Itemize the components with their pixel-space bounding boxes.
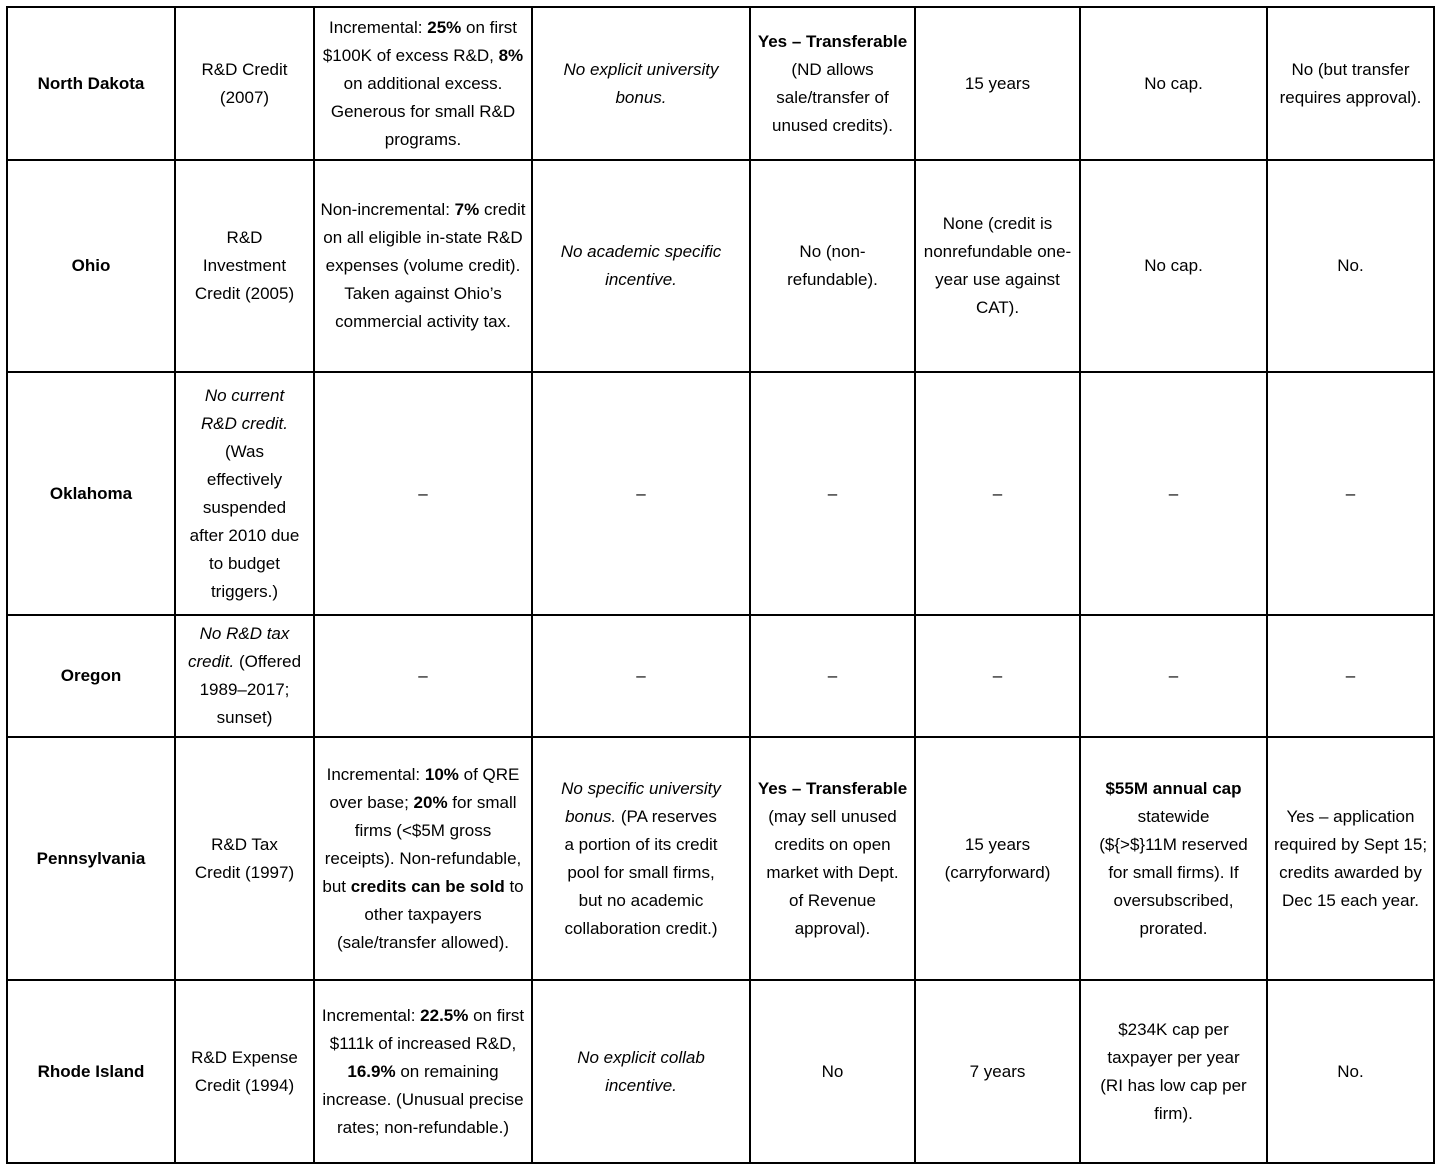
refundable-text-segment: Yes – Transferable: [757, 31, 908, 51]
cell-preapproval: [1267, 372, 1434, 615]
carryforward-text-segment: 15 years: [964, 73, 1031, 93]
program-text: R&D Credit (2007): [201, 59, 288, 107]
cell-cap: [1080, 7, 1267, 160]
carryforward-text-segment: None (credit is nonrefundable one-year use against CAT).: [923, 214, 1072, 317]
university-text-segment: No academic specific incentive.: [560, 242, 722, 289]
cell-program: [175, 372, 314, 615]
state-text: Rhode Island: [37, 1061, 145, 1081]
rate-text-segment: 8%: [498, 45, 524, 65]
cell-university: [532, 615, 750, 737]
table-row: [7, 980, 1434, 1163]
rate-text-segment: credit on all eligible in-state R&D expenses (volume credit). Taken against Ohio’s commercial activity tax.: [323, 200, 526, 331]
cell-carryforward: [915, 372, 1080, 615]
cell-program: [175, 615, 314, 737]
preapproval-text-segment: No.: [1337, 1061, 1364, 1081]
cell-refundable: [750, 615, 915, 737]
cap-text-segment: statewide (${>$}11M reserved for small firms). If oversubscribed, prorated.: [1099, 806, 1248, 938]
cell-carryforward: [915, 7, 1080, 160]
cell-rate: [314, 160, 532, 372]
cell-state: [7, 160, 175, 372]
cell-program: [175, 7, 314, 160]
table-row: [7, 737, 1434, 980]
preapproval-text-segment: –: [1345, 666, 1356, 685]
university-text-segment: No explicit collab incentive.: [577, 1047, 705, 1095]
cap-text-segment: No cap.: [1144, 256, 1203, 275]
cap-text-segment: –: [1168, 483, 1179, 503]
rate-text-segment: 22.5%: [420, 1005, 469, 1025]
cell-program: [175, 737, 314, 980]
university-text-segment: –: [636, 666, 646, 685]
program-text: R&D Investment Credit (2005): [194, 228, 295, 303]
state-text: North Dakota: [37, 73, 145, 93]
table-body: [7, 7, 1434, 1163]
rate-text-segment: on remaining increase. (Unusual precise rates; non-refundable.): [322, 1061, 524, 1137]
university-text-segment: No specific university bonus.: [561, 778, 721, 826]
cap-text-segment: $55M annual cap: [1105, 778, 1242, 798]
program-text-segment: (Was effectively suspended after 2010 due to budget triggers.): [189, 441, 300, 601]
preapproval-text-segment: No (but transfer requires approval).: [1279, 59, 1422, 107]
cell-refundable: [750, 7, 915, 160]
cell-rate: [314, 7, 532, 160]
preapproval-text-segment: –: [1345, 483, 1356, 503]
rate-text-segment: on additional excess. Generous for small R&D programs.: [330, 73, 516, 149]
refundable-text-segment: Yes – Transferable: [757, 778, 908, 798]
cell-refundable: [750, 160, 915, 372]
cell-state: [7, 7, 175, 160]
program-text-segment: No R&D tax credit.: [187, 624, 290, 671]
refundable-text-segment: –: [827, 483, 838, 503]
cell-rate: [314, 980, 532, 1163]
table-row: [7, 615, 1434, 737]
program-text: R&D Tax Credit (1997): [194, 834, 295, 882]
table-row: [7, 7, 1434, 160]
cell-cap: [1080, 615, 1267, 737]
cell-state: [7, 615, 175, 737]
table-row: [7, 160, 1434, 372]
state-text: Ohio: [71, 256, 111, 275]
refundable-text-segment: –: [827, 666, 838, 685]
rate-text-segment: Non-incremental:: [320, 200, 455, 219]
rate-text-segment: on first $100K of excess R&D,: [322, 17, 518, 65]
rate-text-segment: of QRE over base;: [329, 764, 520, 812]
cell-university: [532, 160, 750, 372]
cell-refundable: [750, 737, 915, 980]
cell-cap: [1080, 737, 1267, 980]
cell-university: [532, 7, 750, 160]
cell-carryforward: [915, 160, 1080, 372]
state-text: Pennsylvania: [36, 848, 146, 868]
carryforward-text-segment: 15 years (carryforward): [944, 834, 1051, 882]
rate-text-segment: –: [418, 483, 428, 503]
rate-text-segment: Incremental:: [326, 764, 425, 784]
cell-preapproval: [1267, 737, 1434, 980]
refundable-text-segment: (ND allows sale/transfer of unused credits).: [772, 59, 893, 135]
state-rd-credit-table: [6, 6, 1435, 1164]
cell-cap: [1080, 160, 1267, 372]
cell-rate: [314, 615, 532, 737]
rate-text-segment: Incremental:: [321, 1005, 421, 1025]
cap-text-segment: No cap.: [1144, 73, 1203, 93]
rate-text-segment: 16.9%: [347, 1061, 396, 1081]
rate-text-segment: –: [418, 666, 428, 685]
rate-text-segment: 10%: [424, 764, 459, 784]
cap-text-segment: –: [1168, 666, 1179, 685]
cell-rate: [314, 372, 532, 615]
refundable-text-segment: No: [821, 1061, 844, 1081]
program-text-segment: No current R&D credit.: [201, 385, 288, 433]
rate-text-segment: 20%: [413, 792, 448, 812]
program-text: R&D Expense Credit (1994): [191, 1047, 298, 1095]
university-text-segment: (PA reserves a portion of its credit pool for small firms, but no academic collaboration credit.): [564, 806, 718, 938]
rate-text-segment: to other taxpayers (sale/transfer allowed).: [337, 876, 524, 952]
cell-cap: [1080, 372, 1267, 615]
rate-text-segment: 25%: [427, 17, 462, 37]
cell-cap: [1080, 980, 1267, 1163]
preapproval-text-segment: Yes – application required by Sept 15; credits awarded by Dec 15 each year.: [1273, 806, 1428, 910]
cell-preapproval: [1267, 7, 1434, 160]
cell-university: [532, 737, 750, 980]
cell-program: [175, 160, 314, 372]
rate-text-segment: Incremental:: [328, 17, 428, 37]
rate-text-segment: 7%: [454, 200, 480, 219]
carryforward-text-segment: –: [992, 483, 1003, 503]
cell-carryforward: [915, 737, 1080, 980]
cell-program: [175, 980, 314, 1163]
state-text: Oregon: [60, 666, 122, 685]
university-text-segment: No explicit university bonus.: [563, 59, 719, 107]
carryforward-text-segment: 7 years: [969, 1061, 1026, 1081]
rate-text-segment: on first $111k of increased R&D,: [329, 1005, 525, 1053]
cell-state: [7, 372, 175, 615]
cap-text-segment: $234K cap per taxpayer per year (RI has low cap per firm).: [1100, 1019, 1247, 1123]
cell-carryforward: [915, 615, 1080, 737]
cell-carryforward: [915, 980, 1080, 1163]
refundable-text-segment: No (non-refundable).: [787, 242, 878, 289]
state-text: Oklahoma: [49, 483, 133, 503]
cell-refundable: [750, 980, 915, 1163]
cell-preapproval: [1267, 615, 1434, 737]
refundable-text-segment: (may sell unused credits on open market with Dept. of Revenue approval).: [766, 806, 899, 938]
cell-refundable: [750, 372, 915, 615]
cell-rate: [314, 737, 532, 980]
preapproval-text-segment: No.: [1337, 256, 1364, 275]
rate-text-segment: for small firms (<$5M gross receipts). Non-refundable, but: [322, 792, 522, 896]
rate-text-segment: credits can be sold: [350, 876, 505, 896]
program-text-segment: (Offered 1989–2017; sunset): [199, 652, 302, 727]
university-text-segment: –: [636, 483, 646, 503]
cell-state: [7, 980, 175, 1163]
cell-preapproval: [1267, 980, 1434, 1163]
cell-state: [7, 737, 175, 980]
cell-preapproval: [1267, 160, 1434, 372]
table-row: [7, 372, 1434, 615]
carryforward-text-segment: –: [992, 666, 1003, 685]
cell-university: [532, 980, 750, 1163]
cell-university: [532, 372, 750, 615]
